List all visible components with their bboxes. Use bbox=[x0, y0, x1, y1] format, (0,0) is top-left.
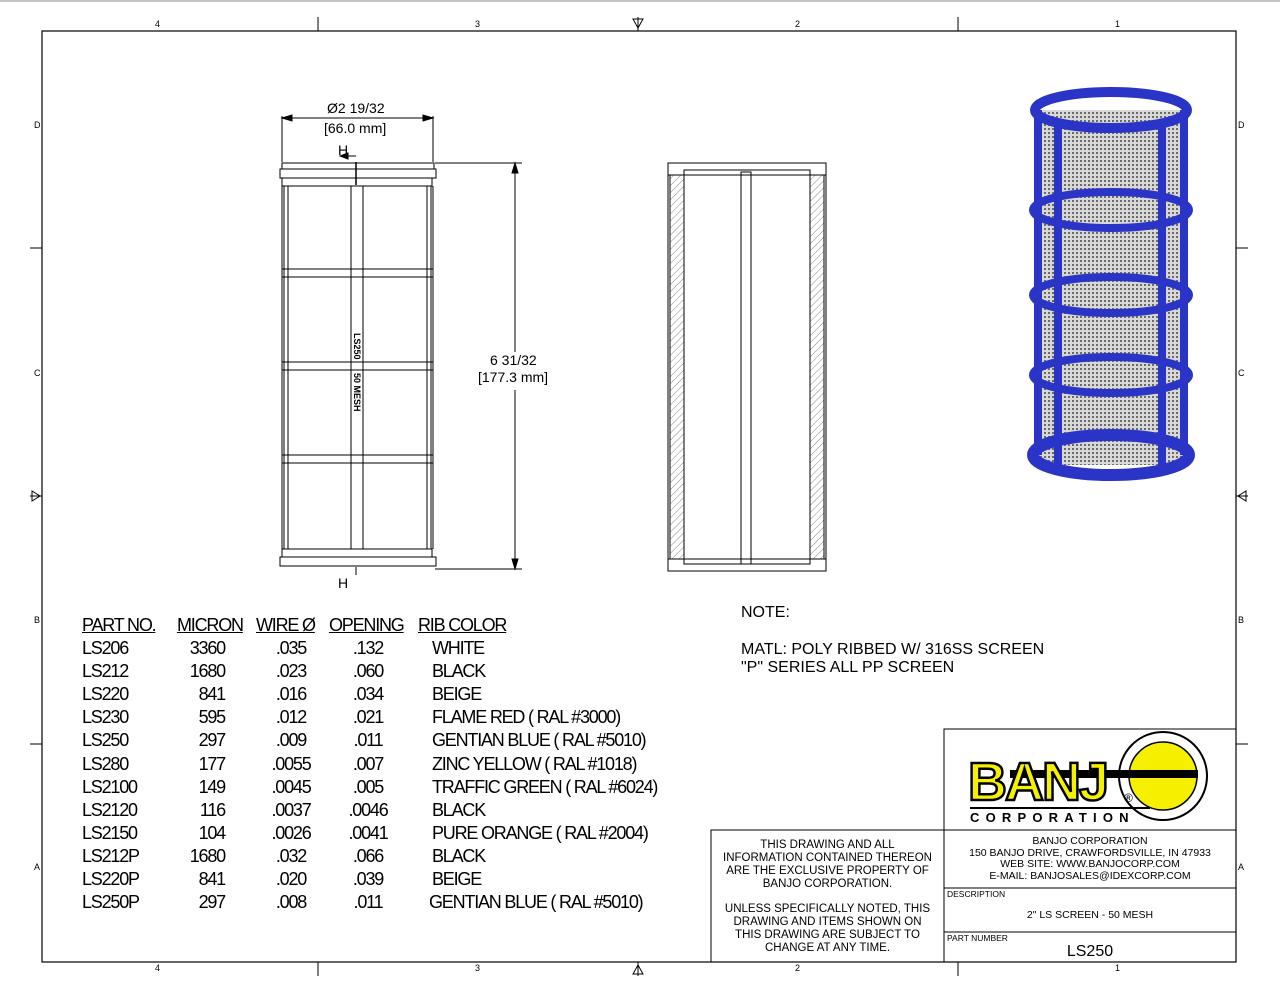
svg-text:®: ® bbox=[1124, 791, 1133, 805]
cell-micron: 1680 bbox=[189, 845, 225, 866]
cell-part-no: LS206 bbox=[82, 638, 129, 658]
cell-part-no: LS212 bbox=[82, 661, 129, 682]
cell-micron: 149 bbox=[198, 776, 225, 797]
part-number-label: PART NUMBER bbox=[947, 933, 1008, 943]
part-number-value: LS250 bbox=[1066, 943, 1114, 960]
note-line: MATL: POLY RIBBED W/ 316SS SCREEN bbox=[741, 641, 1045, 658]
section-label-bottom: H bbox=[338, 575, 349, 591]
cell-rib-color: GENTIAN BLUE ( RAL #5010) bbox=[429, 892, 643, 913]
cell-micron: 177 bbox=[198, 753, 225, 774]
cell-part-no: LS2120 bbox=[82, 799, 137, 820]
cell-wire-diameter: .020 bbox=[275, 869, 307, 889]
address-line: BANJO CORPORATION bbox=[1032, 835, 1148, 847]
header-part-no: PART NO. bbox=[82, 615, 156, 635]
zone-col-1: 1 bbox=[1115, 19, 1121, 29]
cell-rib-color: BEIGE bbox=[432, 869, 482, 889]
cell-wire-diameter: .0037 bbox=[271, 799, 311, 820]
cell-opening: .060 bbox=[352, 661, 384, 682]
length-mm-dimension: [177.3 mm] bbox=[478, 369, 549, 385]
description-value: 2" LS SCREEN - 50 MESH bbox=[1026, 909, 1154, 921]
cell-wire-diameter: .0026 bbox=[271, 822, 311, 843]
disclaimer-line: DRAWING AND ITEMS SHOWN ON bbox=[733, 916, 922, 928]
header-opening: OPENING bbox=[329, 615, 404, 635]
cell-part-no: LS250 bbox=[82, 730, 129, 751]
cell-rib-color: GENTIAN BLUE ( RAL #5010) bbox=[432, 730, 646, 751]
cell-rib-color: PURE ORANGE ( RAL #2004) bbox=[432, 822, 648, 843]
cell-opening: .0041 bbox=[348, 822, 388, 843]
description-label: DESCRIPTION bbox=[947, 889, 1006, 899]
cell-opening: .066 bbox=[352, 845, 384, 866]
zone-col-3: 3 bbox=[475, 19, 481, 29]
cell-rib-color: BLACK bbox=[432, 799, 486, 820]
cell-part-no: LS230 bbox=[82, 707, 129, 728]
cell-micron: 297 bbox=[198, 892, 225, 913]
header-rib-color: RIB COLOR bbox=[418, 615, 507, 635]
cell-rib-color: BLACK bbox=[432, 845, 486, 866]
zone-col-2-bottom: 2 bbox=[795, 963, 801, 973]
zone-col-4-bottom: 4 bbox=[155, 963, 161, 973]
cell-wire-diameter: .023 bbox=[275, 661, 307, 682]
cell-micron: 104 bbox=[198, 822, 225, 843]
cell-wire-diameter: .008 bbox=[275, 892, 307, 913]
cell-micron: 1680 bbox=[189, 661, 225, 682]
cell-part-no: LS220 bbox=[82, 684, 129, 705]
cell-micron: 116 bbox=[199, 799, 225, 820]
cell-wire-diameter: .0055 bbox=[271, 753, 311, 774]
disclaimer-line: UNLESS SPECIFICALLY NOTED, THIS bbox=[724, 903, 931, 915]
cell-micron: 3360 bbox=[189, 638, 225, 658]
cell-micron: 841 bbox=[198, 869, 225, 889]
address-line: E-MAIL: BANJOSALES@IDEXCORP.COM bbox=[989, 869, 1191, 882]
cell-opening: .011 bbox=[353, 892, 383, 913]
cell-opening: .132 bbox=[352, 638, 384, 658]
cell-wire-diameter: .012 bbox=[275, 707, 307, 728]
length-dimension: 6 31/32 bbox=[490, 352, 537, 368]
svg-text:CORPORATION: CORPORATION bbox=[970, 810, 1135, 825]
part-marking-mesh: 50 MESH bbox=[352, 373, 362, 412]
cell-part-no: LS2100 bbox=[82, 776, 137, 797]
header-micron: MICRON bbox=[177, 615, 243, 635]
cell-rib-color: TRAFFIC GREEN ( RAL #6024) bbox=[432, 776, 658, 797]
zone-col-4: 4 bbox=[155, 19, 161, 29]
cell-part-no: LS2150 bbox=[82, 822, 137, 843]
address-line: WEB SITE: WWW.BANJOCORP.COM bbox=[1000, 858, 1180, 870]
cell-wire-diameter: .035 bbox=[275, 638, 307, 658]
disclaimer-line: ARE THE EXCLUSIVE PROPERTY OF bbox=[726, 865, 929, 877]
banjo-logo bbox=[968, 732, 1207, 825]
cell-wire-diameter: .032 bbox=[275, 845, 307, 866]
cell-part-no: LS250P bbox=[82, 892, 139, 913]
company-address bbox=[944, 836, 1236, 882]
zone-col-2: 2 bbox=[795, 19, 801, 29]
zone-row-a: A bbox=[34, 862, 41, 872]
disclaimer-line: CHANGE AT ANY TIME. bbox=[764, 942, 891, 954]
disclaimer-line: THIS DRAWING AND ALL bbox=[760, 839, 895, 851]
isometric-view bbox=[1033, 92, 1189, 475]
cell-rib-color: ZINC YELLOW ( RAL #1018) bbox=[432, 753, 637, 774]
cell-opening: .007 bbox=[352, 753, 384, 774]
disclaimer-line: INFORMATION CONTAINED THEREON bbox=[723, 852, 932, 864]
diameter-mm-dimension: [66.0 mm] bbox=[324, 120, 387, 136]
cell-wire-diameter: .0045 bbox=[271, 776, 311, 797]
disclaimer-line: BANJO CORPORATION. bbox=[762, 878, 893, 890]
disclaimer-line: THIS DRAWING ARE SUBJECT TO bbox=[735, 929, 920, 941]
zone-row-d: D bbox=[34, 120, 41, 130]
zone-row-b: B bbox=[34, 615, 41, 625]
cell-opening: .0046 bbox=[348, 799, 388, 820]
zone-row-c: C bbox=[34, 368, 41, 378]
cell-opening: .039 bbox=[352, 869, 384, 889]
section-label-top: H bbox=[338, 142, 349, 158]
notes-title: NOTE: bbox=[741, 604, 790, 621]
part-marking-model: LS250 bbox=[352, 333, 362, 360]
cell-rib-color: WHITE bbox=[432, 638, 484, 658]
address-line: 150 BANJO DRIVE, CRAWFORDSVILLE, IN 47933 bbox=[969, 846, 1211, 859]
zone-col-3-bottom: 3 bbox=[475, 963, 481, 973]
cell-opening: .021 bbox=[352, 707, 384, 728]
cell-part-no: LS220P bbox=[82, 869, 139, 889]
cell-opening: .011 bbox=[353, 730, 383, 751]
svg-text:BANJ: BANJ bbox=[968, 752, 1108, 812]
cell-opening: .005 bbox=[352, 776, 384, 797]
note-line: "P" SERIES ALL PP SCREEN bbox=[741, 659, 955, 676]
cell-micron: 841 bbox=[198, 684, 225, 705]
zone-row-a-right: A bbox=[1238, 862, 1245, 872]
front-view bbox=[280, 115, 522, 575]
cell-wire-diameter: .009 bbox=[275, 730, 307, 751]
disclaimer bbox=[711, 839, 944, 955]
zone-row-c-right: C bbox=[1238, 368, 1245, 378]
cell-rib-color: BLACK bbox=[432, 661, 486, 682]
cell-part-no: LS212P bbox=[82, 845, 139, 866]
cell-micron: 595 bbox=[198, 707, 225, 728]
cell-rib-color: BEIGE bbox=[432, 684, 482, 705]
zone-row-b-right: B bbox=[1238, 615, 1245, 625]
cell-part-no: LS280 bbox=[82, 753, 129, 774]
cell-micron: 297 bbox=[198, 730, 225, 751]
zone-col-1-bottom: 1 bbox=[1115, 963, 1121, 973]
zone-row-d-right: D bbox=[1238, 120, 1245, 130]
cell-rib-color: FLAME RED ( RAL #3000) bbox=[432, 707, 621, 728]
cell-opening: .034 bbox=[352, 684, 384, 705]
section-view bbox=[668, 163, 826, 571]
diameter-dimension: Ø2 19/32 bbox=[327, 100, 385, 116]
cell-wire-diameter: .016 bbox=[275, 684, 307, 705]
header-wire: WIRE Ø bbox=[256, 615, 315, 635]
